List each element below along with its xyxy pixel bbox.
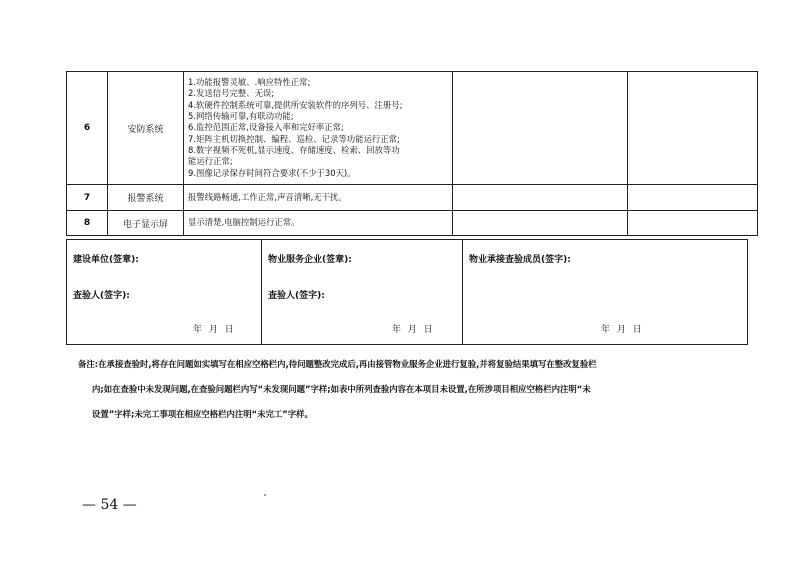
requirement-line: 6.监控范围正常,设备接入率和完好率正常; bbox=[188, 122, 344, 133]
system-name: 安防系统 bbox=[108, 72, 184, 185]
item-number: 8 bbox=[67, 211, 108, 236]
date-label: 年 月 日 bbox=[601, 325, 644, 335]
requirement-line: 7.矩阵主机切换控制、编程、巡检、记录等功能运行正常; bbox=[188, 133, 400, 144]
requirement-line: 2.发送信号完整、无误; bbox=[188, 88, 275, 99]
date-label: 年 月 日 bbox=[193, 325, 236, 335]
note-line: 备注:在承接查验时,将存在问题如实填写在相应空格栏内,待问题整改完成后,再由接管物业服务企业进行复验,并将复验结果填写在整改复验栏 bbox=[78, 359, 597, 369]
requirement-line: 9.图像记录保存时间符合要求(不少于30天)。 bbox=[188, 167, 356, 178]
inspection-issue-cell bbox=[453, 185, 628, 211]
developer-seal-label: 建设单位(签章): bbox=[73, 255, 139, 265]
property-company-seal-label: 物业服务企业(签章): bbox=[268, 255, 352, 265]
signature-cell-property-company bbox=[262, 240, 463, 345]
signature-table bbox=[66, 239, 748, 345]
scan-speck bbox=[264, 494, 266, 496]
signature-cell-developer bbox=[67, 240, 262, 345]
requirements-cell bbox=[184, 211, 453, 236]
recheck-cell bbox=[628, 185, 758, 211]
system-name: 报警系统 bbox=[108, 185, 184, 211]
item-number: 7 bbox=[67, 185, 108, 211]
requirement-line: 8.数字视频不死机,显示速度、存储速度、检索、回放等功 bbox=[188, 144, 400, 155]
requirement-line: 显示清楚,电脑控制运行正常。 bbox=[188, 217, 300, 228]
requirement-line: 报警线路畅通,工作正常,声音清晰,无干扰。 bbox=[188, 191, 347, 202]
requirement-line: 1.功能报警灵敏、.响应特性正常; bbox=[188, 77, 311, 88]
signature-cell-inspection-member bbox=[463, 240, 748, 345]
item-number: 6 bbox=[67, 72, 108, 185]
table-row bbox=[67, 185, 758, 211]
recheck-cell bbox=[628, 211, 758, 236]
table-row bbox=[67, 72, 758, 185]
remarks-note bbox=[78, 352, 748, 427]
inspection-issue-cell bbox=[453, 211, 628, 236]
inspection-member-sign-label: 物业承接查验成员(签字): bbox=[469, 255, 571, 265]
requirement-line: 能运行正常; bbox=[188, 156, 233, 167]
note-line: 设置”字样;未完工事项在相应空格栏内注明“未完工”字样。 bbox=[92, 409, 313, 419]
note-line: 内;如在查验中未发现问题,在查验问题栏内写“未发现问题”字样;如表中所列查验内容在本项目未设置,在所涉项目相应空格栏内注明“未 bbox=[92, 384, 591, 394]
requirement-line: 5.网络传输可靠,有联动功能; bbox=[188, 111, 294, 122]
system-name: 电子显示屏 bbox=[108, 211, 184, 236]
inspector-sign-label: 查验人(签字): bbox=[73, 291, 130, 301]
requirement-line: 4.软硬件控制系统可靠,提供所安装软件的序列号、注册号; bbox=[188, 99, 403, 110]
inspector-sign-label: 查验人(签字): bbox=[268, 291, 325, 301]
requirements-cell bbox=[184, 72, 453, 185]
inspection-issue-cell bbox=[453, 72, 628, 185]
table-row bbox=[67, 211, 758, 236]
inspection-table bbox=[66, 71, 758, 236]
page-number: — 54 — bbox=[82, 497, 137, 513]
requirements-cell bbox=[184, 185, 453, 211]
recheck-cell bbox=[628, 72, 758, 185]
date-label: 年 月 日 bbox=[392, 325, 435, 335]
